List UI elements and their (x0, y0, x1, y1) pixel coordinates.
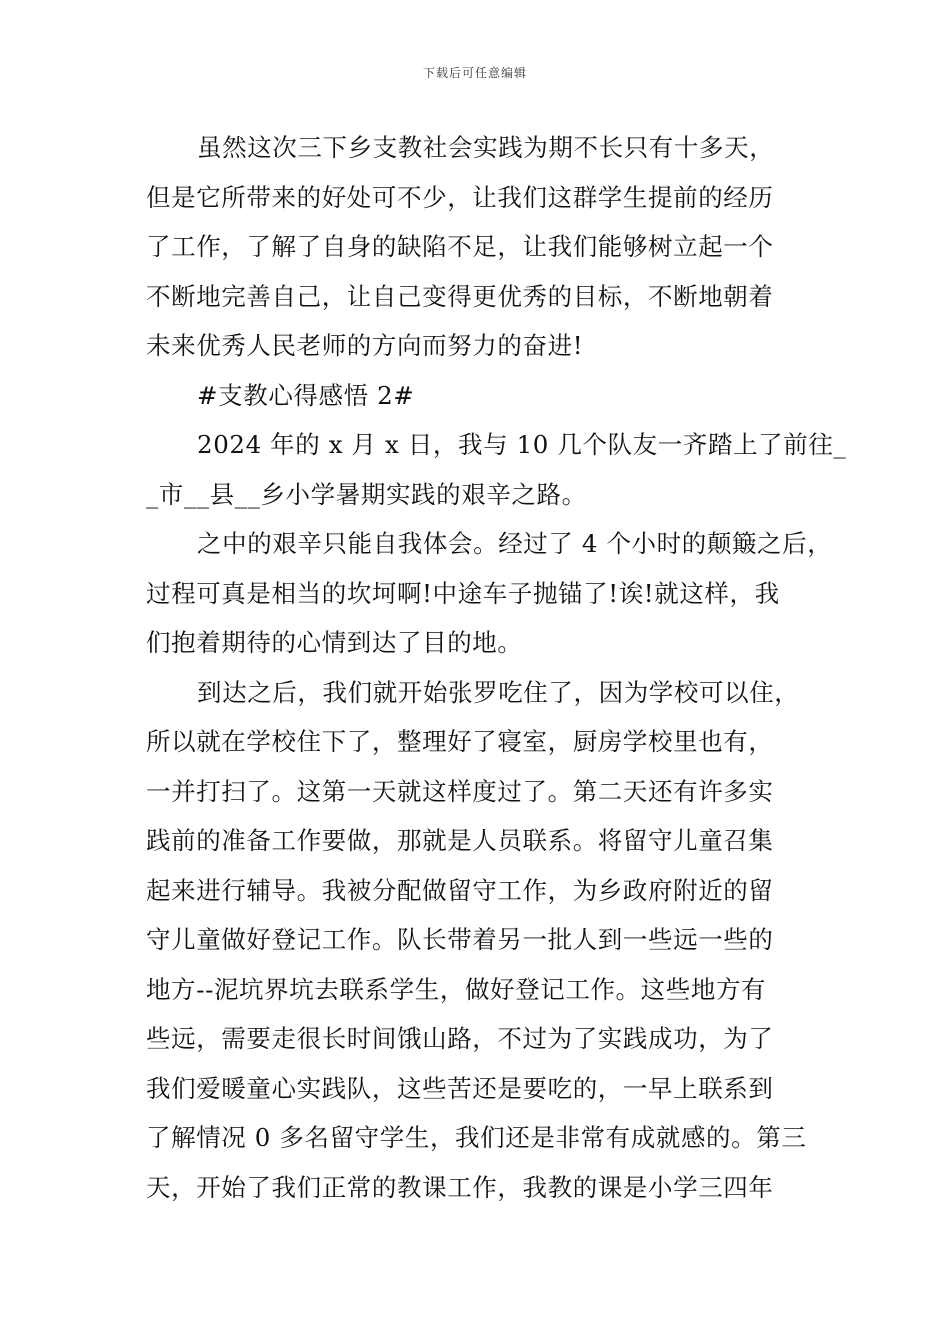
paragraph-line: 了解情况 0 多名留守学生，我们还是非常有成就感的。第三 (146, 1123, 807, 1152)
paragraph-line: 但是它所带来的好处可不少，让我们这群学生提前的经历 (146, 182, 774, 212)
paragraph-line: 一并打扫了。这第一天就这样度过了。第二天还有许多实 (146, 776, 774, 806)
paragraph-line: 践前的准备工作要做，那就是人员联系。将留守儿童召集 (146, 826, 774, 855)
paragraph-line: 未来优秀人民老师的方向而努力的奋进! (146, 331, 584, 360)
paragraph-line: 起来进行辅导。我被分配做留守工作，为乡政府附近的留 (146, 875, 774, 905)
paragraph-line: 到达之后，我们就开始张罗吃住了，因为学校可以住， (197, 677, 800, 707)
paragraph-line: 不断地完善自己，让自己变得更优秀的目标，不断地朝着 (146, 281, 774, 311)
paragraph-line: 过程可真是相当的坎坷啊!中途车子抛锚了!诶!就这样，我 (146, 578, 780, 608)
paragraph-line: 之中的艰辛只能自我体会。经过了 4 个小时的颠簸之后， (197, 529, 833, 558)
section-heading: #支教心得感悟 2# (197, 380, 415, 410)
paragraph-line: 守儿童做好登记工作。队长带着另一批人到一些远一些的 (146, 925, 774, 954)
paragraph-line: 所以就在学校住下了，整理好了寝室，厨房学校里也有， (146, 727, 774, 756)
paragraph-line: 了工作，了解了自身的缺陷不足，让我们能够树立起一个 (146, 232, 774, 261)
paragraph-line: 2024 年的 x 月 x 日，我与 10 几个队友一齐踏上了前往_ (197, 430, 847, 459)
paragraph-line: 我们爱暖童心实践队，这些苦还是要吃的，一早上联系到 (146, 1073, 774, 1103)
document-body (146, 123, 847, 1212)
paragraph-line: 天，开始了我们正常的教课工作，我教的课是小学三四年 (146, 1172, 774, 1202)
paragraph-line: 们抱着期待的心情到达了目的地。 (146, 628, 523, 657)
paragraph-line: 地方--泥坑界坑去联系学生，做好登记工作。这些地方有 (146, 974, 767, 1004)
paragraph-line: _市__县__乡小学暑期实践的艰辛之路。 (146, 479, 587, 509)
page-header-note: 下载后可任意编辑 (422, 66, 527, 80)
paragraph-line: 虽然这次三下乡支教社会实践为期不长只有十多天， (197, 133, 775, 162)
paragraph-line: 些远，需要走很长时间饿山路，不过为了实践成功，为了 (146, 1024, 774, 1053)
